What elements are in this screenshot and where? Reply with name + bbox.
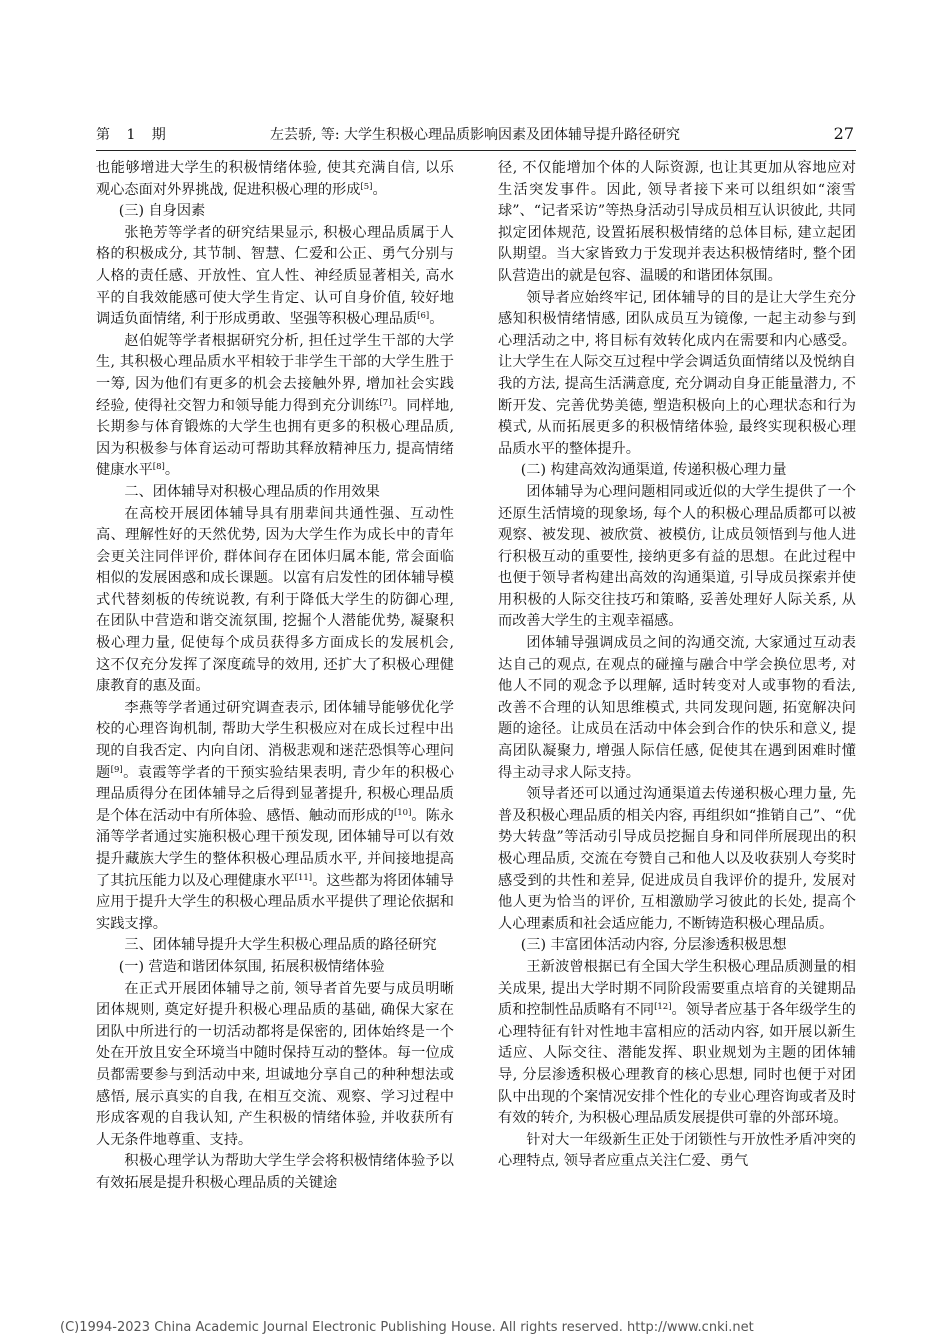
- paragraph: [96, 1151, 454, 1194]
- citation-ref: [9]: [110, 764, 123, 775]
- paragraph-text: 李燕等学者通过研究调查表示, 团体辅导能够优化学校的心理咨询机制, 帮助大学生积极应对在成长过程中出现的自我否定、内向自闭、消极悲观和迷茫恐惧等心理问题: [96, 699, 454, 781]
- paragraph-text: 径, 不仅能增加个体的人际资源, 也让其更加从容地应对生活突发事件。因此, 领导者接下来可以组织如“滚雪球”、“记者采访”等热身活动引导成员相互认识彼此, 共同拟定团体规范, 设置拓展积极情绪的总体目标, 建立起团队期望。当大家皆致力于发现并表达积极情绪时, 整个团队营造出的就是包容、温暖的和谐团体氛围。: [498, 160, 856, 284]
- paragraph: [498, 288, 856, 461]
- paragraph-text: 针对大一年级新生正处于闭锁性与开放性矛盾冲突的心理特点, 领导者应重点关注仁爱、勇气: [498, 1131, 856, 1170]
- paragraph: [96, 698, 454, 936]
- citation-ref: [6]: [417, 311, 430, 322]
- paragraph: [498, 158, 856, 288]
- right-column: [498, 158, 856, 1173]
- citation-ref: [8]: [152, 462, 165, 473]
- paragraph: [96, 223, 454, 331]
- paragraph-text: 张艳芳等学者的研究结果显示, 积极心理品质属于人格的积极成分, 其节制、智慧、仁爱和公正、勇气分别与人格的责任感、开放性、宜人性、神经质显著相关, 高水平的自我效能感可使大学生肯定、认可自身价值, 较好地调适负面情绪, 利于形成勇敢、坚强等积极心理品质: [96, 224, 454, 328]
- running-header: [96, 124, 854, 148]
- paragraph: [96, 158, 454, 201]
- paragraph-text: 。这些都为将团体辅导应用于提升大学生的积极心理品质水平提供了理论依据和实践支撑。: [96, 872, 454, 932]
- section-heading: 二、团体辅导对积极心理品质的作用效果: [124, 483, 380, 500]
- page-number: 27: [833, 124, 854, 143]
- paragraph-text: 在正式开展团体辅导之前, 领导者首先要与成员明晰团体规则, 奠定好提升积极心理品质的基础, 确保大家在团队中所进行的一切活动都将是保密的, 团体始终是一个处在开放且安全环境当中随时保持互动的整体。每一位成员都需要参与到活动中来, 坦诚地分享自己的种种想法或感悟, 展示真实的自我, 在相互交流、观察、学习过程中形成客观的自我认知, 产生积极的情绪体验, 并收获所有人无条件地尊重、支持。: [96, 980, 454, 1148]
- section-heading: (三) 自身因素: [118, 203, 206, 220]
- issue-label: 第 1 期: [96, 127, 172, 143]
- paragraph-text: 在高校开展团体辅导具有朋辈间共通性强、互动性高、理解性好的天然优势, 因为大学生作为成长中的青年会更关注同伴评价, 群体间存在团体归属本能, 常会面临相似的发展困惑和成长课题。以富有启发性的团体辅导模式代替刻板的传统说教, 有利于降低大学生的防御心理, 在团队中营造和谐交流氛围, 挖掘个人潜能优势, 凝聚积极心理力量, 促使每个成员获得多方面成长的发展机会, 这不仅充分发挥了深度疏导的效用, 还扩大了积极心理健康教育的惠及面。: [96, 505, 454, 695]
- paragraph-text: 。同样地, 长期参与体育锻炼的大学生也拥有更多的积极心理品质, 因为积极参与体育运动可帮助其释放精神压力, 提高情绪健康水平: [96, 397, 454, 479]
- section-heading: 三、团体辅导提升大学生积极心理品质的路径研究: [124, 937, 437, 954]
- paragraph-text: 赵伯妮等学者根据研究分析, 担任过学生干部的大学生, 其积极心理品质水平相较于非学生干部的大学生胜于一筹, 因为他们有更多的机会去接触外界, 增加社会实践经验, 使得社交智力和领导能力得到充分训练: [96, 332, 454, 414]
- header-rule: [96, 150, 856, 151]
- paragraph-text: 。: [429, 311, 444, 328]
- paragraph-text: 积极心理学认为帮助大学生学会将积极情绪体验予以有效拓展是提升积极心理品质的关键途: [96, 1153, 454, 1191]
- paragraph-text: 团体辅导为心理问题相同或近似的大学生提供了一个还原生活情境的现象场, 每个人的积极心理品质都可以被观察、被发现、被欣赏、被模仿, 让成员领悟到与他人进行积极互动的重要性, 接纳更多有益的思想。在此过程中也便于领导者构建出高效的沟通渠道, 引导成员探索并使用积极的人际交往技巧和策略, 妥善处理好人际关系, 从而改善大学生的主观幸福感。: [498, 483, 856, 630]
- citation-ref: [10]: [393, 807, 412, 818]
- running-title: 左芸骄, 等: 大学生积极心理品质影响因素及团体辅导提升路径研究: [269, 127, 681, 143]
- paragraph: [498, 957, 856, 1130]
- paragraph-text: 。陈永涌等学者通过实施积极心理干预发现, 团体辅导可以有效提升藏族大学生的整体积极心理品质水平, 并间接地提高了其抗压能力以及心理健康水平: [96, 807, 454, 889]
- paragraph: [96, 331, 454, 482]
- citation-ref: [11]: [294, 872, 313, 883]
- section-heading: (三) 丰富团体活动内容, 分层渗透积极思想: [520, 937, 787, 954]
- paragraph-text: 团体辅导强调成员之间的沟通交流, 大家通过互动表达自己的观点, 在观点的碰撞与融合中学会换位思考, 对他人不同的观念予以理解, 适时转变对人或事物的看法, 改善不合理的认知思维模式, 共同发现问题, 拓宽解决问题的途径。让成员在活动中体会到合作的快乐和意义, 提高团队凝聚力, 增强人际信任感, 促使其在遇到困难时懂得主动寻求人际支持。: [498, 635, 856, 781]
- paragraph-text: 。领导者应基于各年级学生的心理特征有针对性地丰富相应的活动内容, 如开展以新生适应、人际交往、潜能发挥、职业规划为主题的团体辅导, 分层渗透积极心理教育的核心思想, 同时也便于对团队中出现的个案情况安排个性化的专业心理咨询或者及时有效的转介, 为积极心理品质发展提供可靠的外部环境。: [498, 1002, 856, 1127]
- section-heading: (一) 营造和谐团体氛围, 拓展积极情绪体验: [118, 958, 385, 975]
- paragraph: [498, 482, 856, 633]
- paragraph-text: 。: [164, 462, 180, 479]
- paragraph-text: 。袁霞等学者的干预实验结果表明, 青少年的积极心理品质得分在团体辅导之后得到显著提升, 积极心理品质是个体在活动中有所体验、感悟、触动而形成的: [96, 764, 454, 824]
- paragraph-text: 。: [372, 181, 387, 198]
- citation-ref: [7]: [379, 397, 392, 408]
- paragraph-text: 领导者应始终牢记, 团体辅导的目的是让大学生充分感知积极情绪情感, 团队成员互为镜像, 一起主动参与到心理活动之中, 将目标有效转化成内在需要和内心感受。让大学生在人际交互过程中学会调适负面情绪以及悦纳自我的方法, 提高生活满意度, 充分调动自身正能量潜力, 不断开发、完善优势美德, 塑造积极向上的心理状态和行为模式, 从而拓展更多的积极情绪体验, 最终实现积极心理品质水平的整体提升。: [498, 289, 856, 457]
- paragraph-text: 也能够增进大学生的积极情绪体验, 使其充满自信, 以乐观心态面对外界挑战, 促进积极心理的形成: [96, 160, 454, 198]
- copyright-footer: (C)1994-2023 China Academic Journal Electronic Publishing House. All rights reserved. http://www.cnki.net: [60, 1320, 754, 1335]
- paragraph: [96, 979, 454, 1152]
- paragraph: [498, 633, 856, 784]
- paragraph: [96, 504, 454, 698]
- paragraph-text: 王新波曾根据已有全国大学生积极心理品质测量的相关成果, 提出大学时期不同阶段需要重点培育的关键期品质和控制性品质略有不同: [498, 958, 856, 1019]
- citation-ref: [5]: [360, 181, 373, 192]
- section-heading: (二) 构建高效沟通渠道, 传递积极心理力量: [520, 462, 787, 479]
- paragraph-text: 领导者还可以通过沟通渠道去传递积极心理力量, 先普及积极心理品质的相关内容, 再组织如“推销自己”、“优势大转盘”等活动引导成员挖掘自身和同伴所展现出的积极心理品质, 交流在夸赞自己和他人以及收获别人夸奖时感受到的共性和差异, 促进成员自我评价的提升, 发展对他人更为恰当的评价, 互相激励学习彼此的长处, 提高个人心理素质和社会适应能力, 不断铸造积极心理品质。: [498, 786, 856, 932]
- left-column: [96, 158, 454, 1195]
- paragraph: [498, 1130, 856, 1173]
- citation-ref: [12]: [654, 1002, 672, 1013]
- paragraph: [498, 784, 856, 935]
